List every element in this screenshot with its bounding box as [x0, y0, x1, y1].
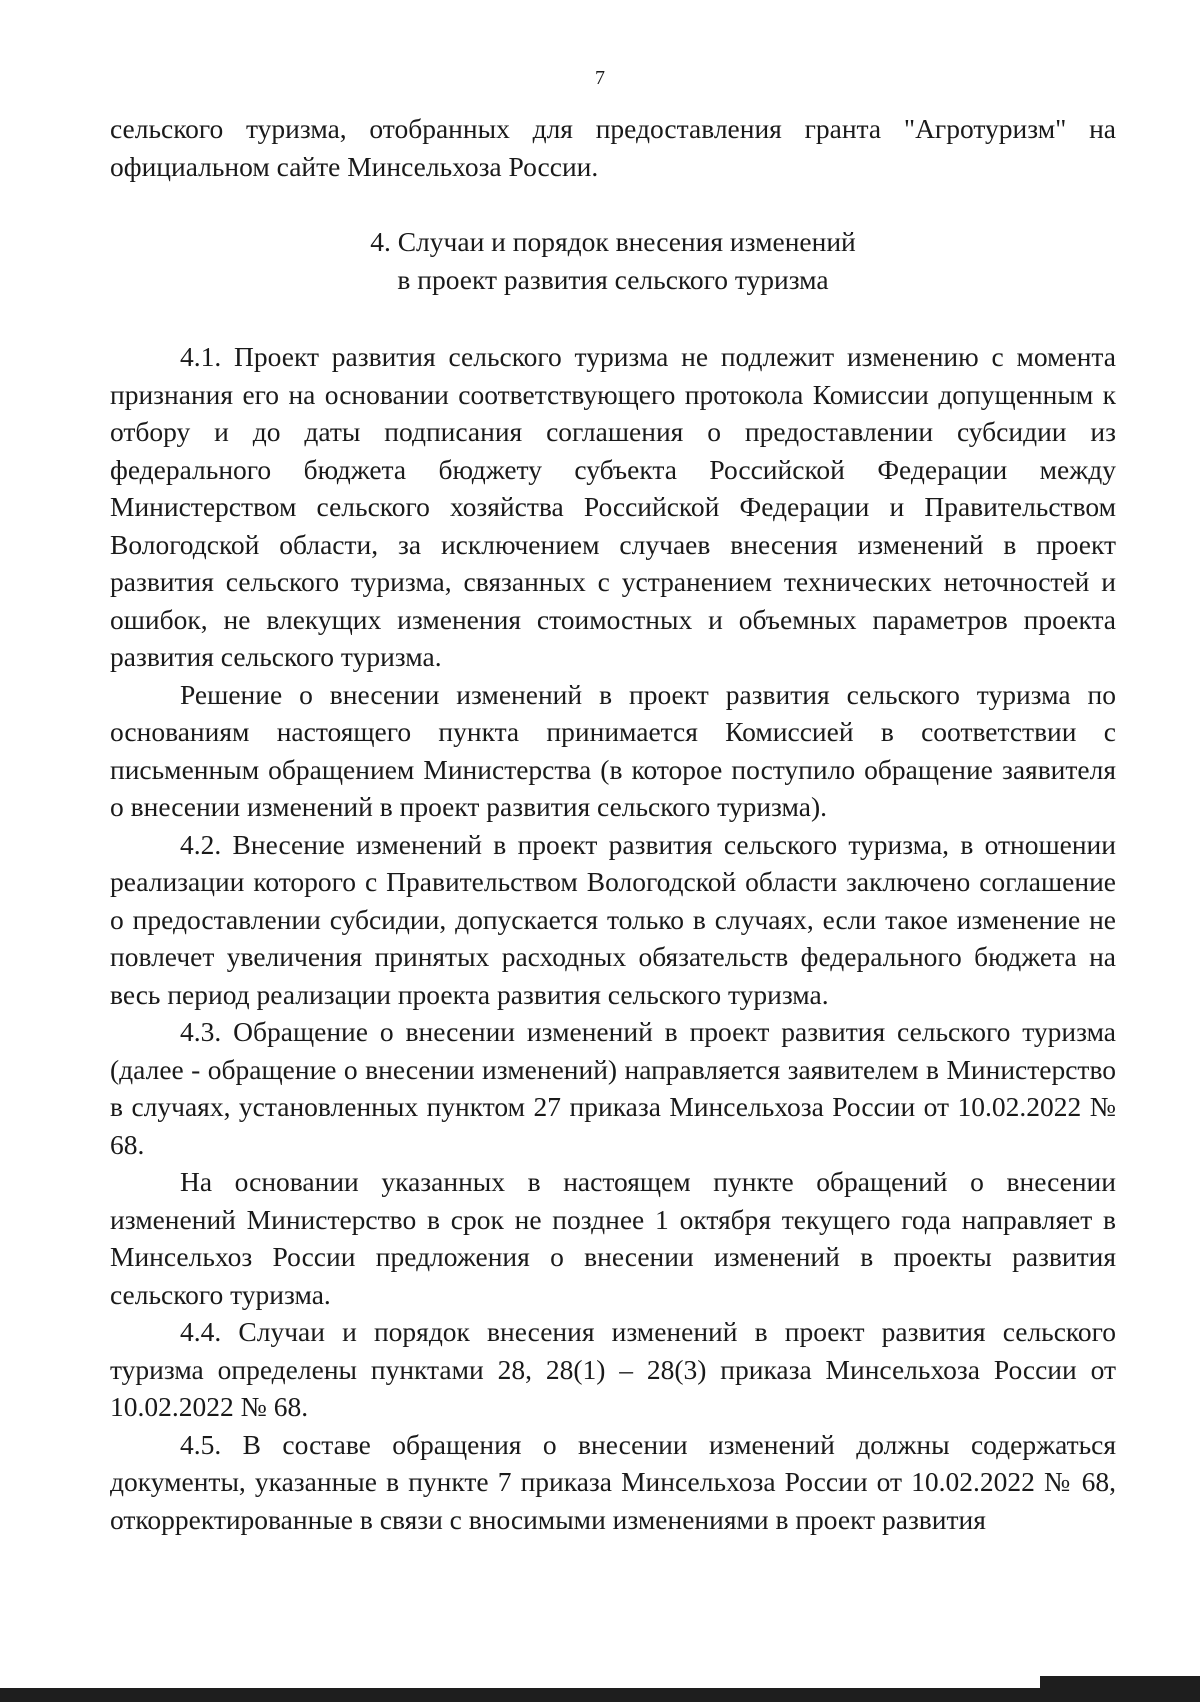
- section-heading-line-1: 4. Случаи и порядок внесения изменений: [370, 226, 856, 257]
- paragraph-4-1-decision: Решение о внесении изменений в проект развития сельского туризма по основаниям настоящего пункта принимается Комиссией в соответствии с письменным обращением Министерства (в которое поступило обращение заявителя о внесении изменений в проект развития сельского туризма).: [110, 678, 1116, 822]
- paragraph-4-5: 4.5. В составе обращения о внесении изменений должны содержаться документы, указанные в пункте 7 приказа Минсельхоза России от 10.02.2022 № 68, откорректированные в связи с вносимыми изменениями в проект развития: [110, 1428, 1116, 1535]
- paragraph-4-3: 4.3. Обращение о внесении изменений в проект развития сельского туризма (далее - обращение о внесении изменений) направляется заявителем в Министерство в случаях, установленных пунктом 27 приказа Минсельхоза России от 10.02.2022 № 68.: [110, 1016, 1116, 1160]
- paragraph-4-2: 4.2. Внесение изменений в проект развития сельского туризма, в отношении реализации которого с Правительством Вологодской области заключено соглашение о предоставлении субсидии, допускается только в случаях, если такое изменение не повлечет увеличения принятых расходных обязательств федерального бюджета на весь период реализации проекта развития сельского туризма.: [110, 828, 1116, 1010]
- scan-bottom-edge: [0, 1688, 1200, 1702]
- document-body: [110, 110, 1116, 1538]
- scan-bottom-edge-corner: [1040, 1676, 1200, 1702]
- paragraph-4-4: 4.4. Случаи и порядок внесения изменений в проект развития сельского туризма определены пунктами 28, 28(1) – 28(3) приказа Минсельхоза России от 10.02.2022 № 68.: [110, 1316, 1116, 1422]
- page-number: 7: [595, 67, 605, 89]
- paragraph-4-1: 4.1. Проект развития сельского туризма не подлежит изменению с момента признания его на основании соответствующего протокола Комиссии допущенным к отбору и до даты подписания соглашения о предоставлении субсидии из федерального бюджета бюджету субъекта Российской Федерации между Министерством сельского хозяйства Российской Федерации и Правительством Вологодской области, за исключением случаев внесения изменений в проект развития сельского туризма, связанных с устранением технических неточностей и ошибок, не влекущих изменения стоимостных и объемных параметров проекта развития сельского туризма.: [110, 341, 1116, 672]
- section-heading: [110, 185, 1116, 338]
- paragraph-4-3-basis: На основании указанных в настоящем пункте обращений о внесении изменений Министерство в срок не позднее 1 октября текущего года направляет в Минсельхоз России предложения о внесении изменений в проекты развития сельского туризма.: [110, 1166, 1116, 1310]
- intro-paragraph: сельского туризма, отобранных для предоставления гранта "Агротуризм" на официальном сайте Минсельхоза России.: [110, 113, 1116, 182]
- section-heading-line-2: в проект развития сельского туризма: [397, 263, 829, 295]
